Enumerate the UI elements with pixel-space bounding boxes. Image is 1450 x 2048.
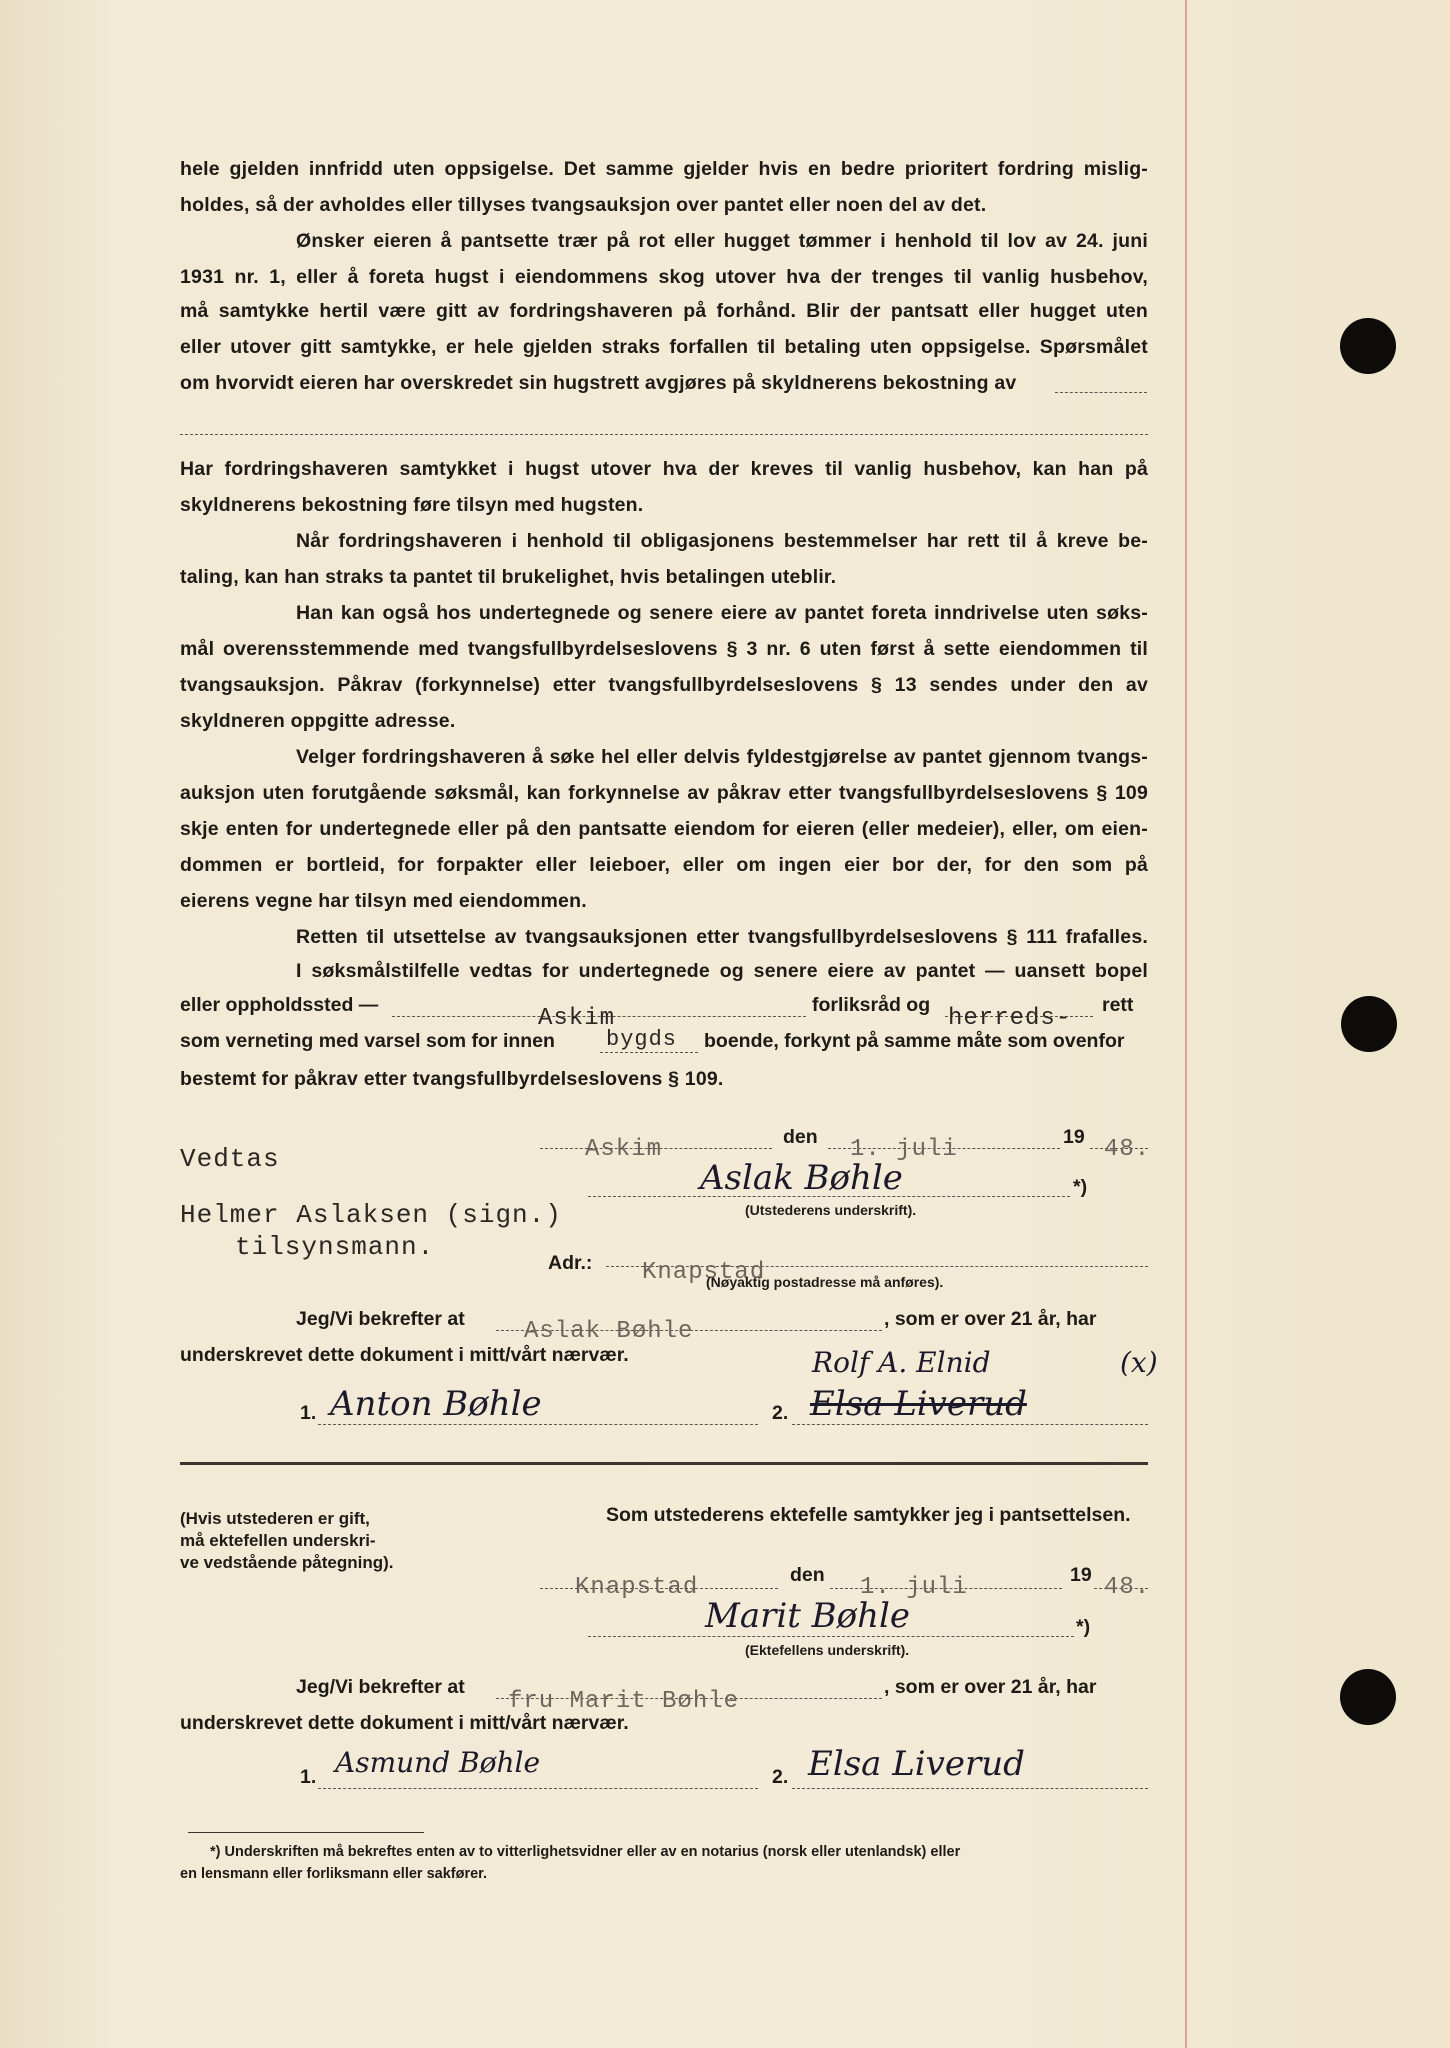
body-line: 1931 nr. 1, eller å foreta hugst i eiendommens skog utover hva der trenges til vanlig husbehov,: [180, 266, 1148, 288]
innen-blank: [600, 1052, 698, 1053]
body-line: om hvorvidt eieren har overskredet sin hugstrett avgjøres på skyldnerens bekostning av: [180, 372, 1017, 394]
body-line: må samtykke hertil være gitt av fordringshaveren på forhånd. Blir der pantsatt eller hugget uten: [180, 300, 1148, 322]
witness-spouse-name: fru Marit Bøhle: [508, 1688, 740, 1715]
footnote-star: *): [1073, 1176, 1088, 1198]
year-prefix: 19: [1063, 1126, 1085, 1148]
witness-number: 1.: [300, 1402, 317, 1424]
spouse-signature-blank: [588, 1636, 1074, 1637]
witness-presence-line: underskrevet dette dokument i mitt/vårt nærvær.: [180, 1712, 629, 1734]
body-line: auksjon uten forutgående søksmål, kan forkynnelse av påkrav etter tvangsfullbyrdelseslovens § 109: [180, 782, 1148, 804]
typed-askim: Askim: [538, 1005, 616, 1032]
signing-place: Askim: [585, 1136, 663, 1163]
witness2-struck-signature: Elsa Liverud: [810, 1384, 1027, 1424]
body-line: holdes, så der avholdes eller tillyses tvangsauksjon over pantet eller noen del av det.: [180, 194, 987, 216]
typed-bygds: bygds: [606, 1027, 678, 1052]
footnote-rule: [188, 1832, 424, 1833]
witness1-blank: [318, 1788, 758, 1789]
signature-blank: [588, 1196, 1070, 1197]
binder-hole-top: [1340, 318, 1396, 374]
body-line-part: rett: [1102, 994, 1134, 1016]
body-line: Velger fordringshaveren å søke hel eller delvis fyldestgjørelse av pantet gjennom tvangs-: [296, 746, 1148, 768]
witness1-blank: [318, 1424, 758, 1425]
spouse-year: 48.: [1104, 1574, 1151, 1601]
witness1-signature: Asmund Bøhle: [335, 1746, 541, 1779]
spouse-consent: Som utstederens ektefelle samtykker jeg i pantsettelsen.: [606, 1504, 1131, 1526]
issuer-signature: Aslak Bøhle: [700, 1158, 903, 1198]
body-line: skyldneren oppgitte adresse.: [180, 710, 456, 732]
body-line: skyldnerens bekostning føre tilsyn med hugsten.: [180, 494, 644, 516]
body-line: mål overensstemmende med tvangsfullbyrdelseslovens § 3 nr. 6 uten først å sette eiendommen til: [180, 638, 1148, 660]
body-line: skje enten for undertegnede eller på den pantsatte eiendom for eieren (eller medeier), eller, om eien-: [180, 818, 1148, 840]
issuer-sig-caption: (Utstederens underskrift).: [745, 1202, 917, 1218]
body-line: tvangsauksjon. Påkrav (forkynnelse) etter tvangsfullbyrdelseslovens § 13 sendes under den av: [180, 674, 1148, 696]
body-line-part: boende, forkynt på samme måte som ovenfor: [704, 1030, 1125, 1052]
spouse-note: må ektefellen underskri-: [180, 1531, 376, 1550]
witness2-blank: [792, 1788, 1148, 1789]
witness-confirm-line-end: , som er over 21 år, har: [884, 1308, 1097, 1330]
body-line: Han kan også hos undertegnede og senere eiere av pantet foreta inndrivelse uten søks-: [296, 602, 1148, 624]
body-line-part: som verneting med varsel som for innen: [180, 1030, 555, 1052]
signing-date: 1. juli: [850, 1136, 958, 1163]
red-margin-line: [1185, 0, 1187, 2048]
typed-herreds: herreds-: [948, 1005, 1072, 1032]
helmer-aslaksen: Helmer Aslaksen (sign.): [180, 1200, 562, 1230]
witness1-signature: Anton Bøhle: [330, 1384, 542, 1424]
witness2-mark: (x): [1120, 1346, 1158, 1379]
address-label: Adr.:: [548, 1252, 593, 1274]
witness-number: 1.: [300, 1766, 317, 1788]
body-line: taling, kan han straks ta pantet til brukelighet, hvis betalingen uteblir.: [180, 566, 837, 588]
address-value: Knapstad: [642, 1259, 766, 1286]
body-line: dommen er bortleid, for forpakter eller leieboer, eller om ingen eier bor der, for den som på: [180, 854, 1148, 876]
spouse-date: 1. juli: [860, 1574, 968, 1601]
footnote-line: en lensmann eller forliksmann eller sakfører.: [180, 1866, 488, 1882]
blank-line: [1055, 392, 1147, 393]
body-line: eller utover gitt samtykke, er hele gjelden straks forfallen til betaling uten oppsigelse. Spørsmålet: [180, 336, 1148, 358]
body-line: Retten til utsettelse av tvangsauksjonen etter tvangsfullbyrdelseslovens § 111 frafalles.: [296, 926, 1148, 948]
body-line: I søksmålstilfelle vedtas for undertegnede og senere eiere av pantet — uansett bopel: [296, 960, 1148, 982]
spouse-note: ve vedstående påtegning).: [180, 1553, 394, 1572]
body-line: eierens vegne har tilsyn med eiendommen.: [180, 890, 587, 912]
spouse-place-blank: [540, 1588, 778, 1589]
address-caption: (Nøyaktig postadresse må anføres).: [706, 1274, 944, 1290]
body-line: Ønsker eieren å pantsette trær på rot eller hugget tømmer i henhold til lov av 24. juni: [296, 230, 1148, 252]
witness-number: 2.: [772, 1402, 789, 1424]
body-line: bestemt for påkrav etter tvangsfullbyrdelseslovens § 109.: [180, 1068, 724, 1090]
body-line: Har fordringshaveren samtykket i hugst utover hva der kreves til vanlig husbehov, kan han på: [180, 458, 1148, 480]
tilsynsmann: tilsynsmann.: [235, 1232, 435, 1262]
den-label: den: [790, 1564, 825, 1586]
footnote-line: *) Underskriften må bekreftes enten av to vitterlighetsvidner eller av en notarius (norsk eller utenlandsk) eller: [210, 1844, 961, 1860]
body-line: hele gjelden innfridd uten oppsigelse. Det samme gjelder hvis en bedre prioritert fordring mislig-: [180, 158, 1148, 180]
signing-year: 48.: [1104, 1136, 1151, 1163]
footnote-star: *): [1076, 1616, 1091, 1638]
spouse-sig-caption: (Ektefellens underskrift).: [745, 1642, 910, 1658]
body-line-part: forliksråd og: [812, 994, 931, 1016]
place-blank: [540, 1148, 772, 1149]
vedtas-label: Vedtas: [180, 1144, 280, 1174]
witness-issuer-name: Aslak Bøhle: [524, 1318, 694, 1345]
witness2-name-above: Rolf A. Elnid: [812, 1346, 991, 1379]
blank-line: [180, 434, 1148, 435]
witness2-blank: [792, 1424, 1148, 1425]
year-prefix: 19: [1070, 1564, 1092, 1586]
witness-number: 2.: [772, 1766, 789, 1788]
witness-presence-line: underskrevet dette dokument i mitt/vårt nærvær.: [180, 1344, 629, 1366]
binder-hole-bottom: [1340, 1669, 1396, 1725]
witness-confirm-line: Jeg/Vi bekrefter at: [296, 1308, 465, 1330]
binder-hole-middle: [1341, 996, 1397, 1052]
witness-confirm-line: Jeg/Vi bekrefter at: [296, 1676, 465, 1698]
den-label: den: [783, 1126, 818, 1148]
witness-confirm-line-end: , som er over 21 år, har: [884, 1676, 1097, 1698]
body-line: Når fordringshaveren i henhold til obligasjonens bestemmelser har rett til å kreve be-: [296, 530, 1148, 552]
spouse-place: Knapstad: [575, 1574, 699, 1601]
spouse-signature: Marit Bøhle: [705, 1596, 911, 1636]
section-divider: [180, 1462, 1148, 1465]
spouse-note: (Hvis utstederen er gift,: [180, 1509, 370, 1528]
body-line-part: eller oppholdssted —: [180, 994, 379, 1016]
witness2-signature: Elsa Liverud: [808, 1744, 1025, 1784]
